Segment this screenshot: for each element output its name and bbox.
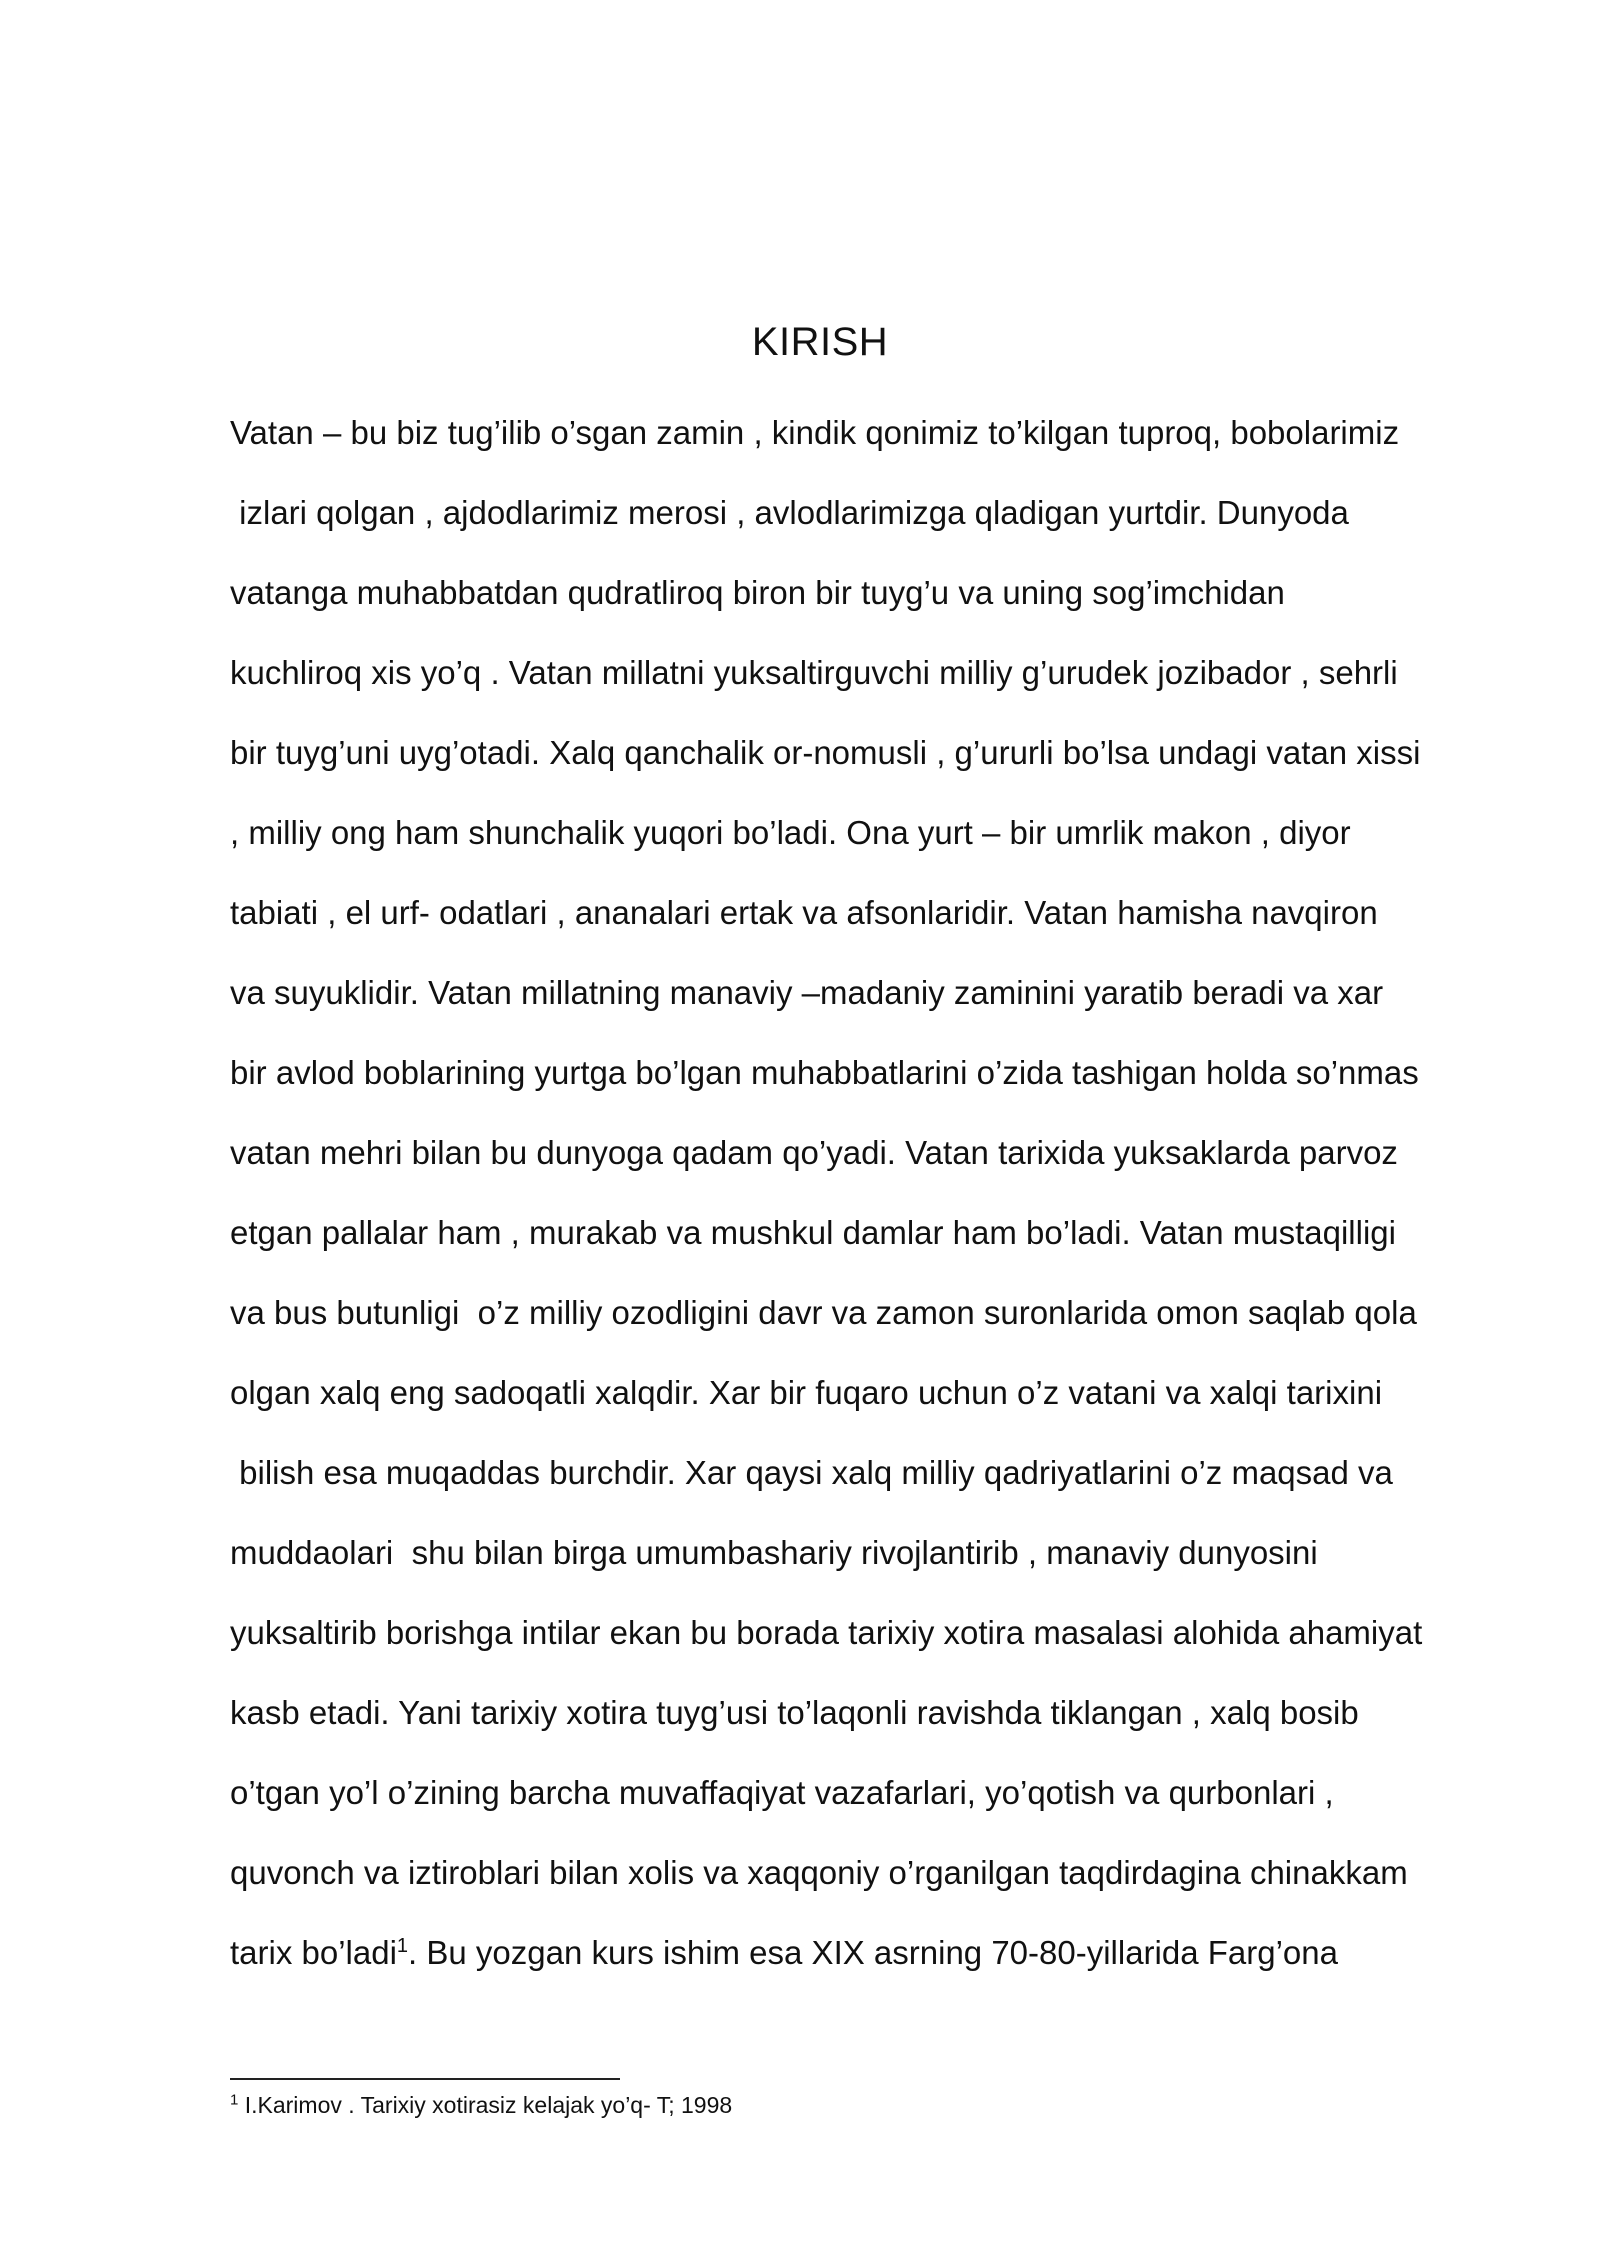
paragraph-line: yuksaltirib borishga intilar ekan bu borada tarixiy xotira masalasi alohida ahamiyat xyxy=(230,1614,1423,1651)
paragraph-line: va suyuklidir. Vatan millatning manaviy –madaniy zaminini yaratib beradi va xar xyxy=(230,974,1384,1011)
body-text xyxy=(230,408,1530,2008)
last-line-end: . Bu yozgan kurs ishim esa XIX asrning 70-80-yillarida Farg’ona xyxy=(408,1934,1338,1971)
paragraph-line: o’tgan yo’l o’zining barcha muvaffaqiyat vazafarlari, yo’qotish va qurbonlari , xyxy=(230,1774,1334,1811)
footnote-reference[interactable]: 1 xyxy=(396,1935,409,1957)
paragraph-line: tabiati , el urf- odatlari , ananalari ertak va afsonlaridir. Vatan hamisha navqiron xyxy=(230,894,1378,931)
paragraph-line: va bus butunligi o’z milliy ozodligini davr va zamon suronlarida omon saqlab qola xyxy=(230,1294,1417,1331)
paragraph-line: bir tuyg’uni uyg’otadi. Xalq qanchalik or-nomusli , g’ururli bo’lsa undagi vatan xissi xyxy=(230,734,1421,771)
paragraph-line: muddaolari shu bilan birga umumbashariy rivojlantirib , manaviy dunyosini xyxy=(230,1534,1318,1571)
paragraph-line: Vatan – bu biz tug’ilib o’sgan zamin , kindik qonimiz to’kilgan tuproq, bobolarimiz xyxy=(230,414,1400,451)
paragraph-line: vatan mehri bilan bu dunyoga qadam qo’yadi. Vatan tarixida yuksaklarda parvoz xyxy=(230,1134,1398,1171)
paragraph-line: bir avlod boblarining yurtga bo’lgan muhabbatlarini o’zida tashigan holda so’nmas xyxy=(230,1054,1419,1091)
paragraph-line: quvonch va iztiroblari bilan xolis va xaqqoniy o’rganilgan taqdirdagina chinakkam xyxy=(230,1854,1408,1891)
paragraph-line: etgan pallalar ham , murakab va mushkul damlar ham bo’ladi. Vatan mustaqilligi xyxy=(230,1214,1396,1251)
paragraph-line: izlari qolgan , ajdodlarimiz merosi , avlodlarimizga qladigan yurtdir. Dunyoda xyxy=(230,494,1349,531)
paragraph-line-last xyxy=(230,1928,1530,2008)
paragraph-line: bilish esa muqaddas burchdir. Xar qaysi xalq milliy qadriyatlarini o’z maqsad va xyxy=(230,1454,1393,1491)
footnote-separator xyxy=(230,2078,620,2080)
footnote-mark: 1 xyxy=(230,2091,239,2109)
paragraph-line: olgan xalq eng sadoqatli xalqdir. Xar bir fuqaro uchun o’z vatani va xalqi tarixini xyxy=(230,1374,1383,1411)
footnote xyxy=(230,2090,732,2120)
paragraph-line: kasb etadi. Yani tarixiy xotira tuyg’usi to’laqonli ravishda tiklangan , xalq bosib xyxy=(230,1694,1359,1731)
page-title: KIRISH xyxy=(751,320,889,364)
last-line-start: tarix bo’ladi xyxy=(230,1934,397,1971)
paragraph-line: kuchliroq xis yo’q . Vatan millatni yuksaltirguvchi milliy g’urudek jozibador , sehrli xyxy=(230,654,1398,691)
paragraph-line: vatanga muhabbatdan qudratliroq biron bir tuyg’u va uning sog’imchidan xyxy=(230,574,1285,611)
paragraph-line: , milliy ong ham shunchalik yuqori bo’ladi. Ona yurt – bir umrlik makon , diyor xyxy=(230,814,1351,851)
footnote-text: I.Karimov . Tarixiy xotirasiz kelajak yo’q- T; 1998 xyxy=(238,2092,733,2118)
